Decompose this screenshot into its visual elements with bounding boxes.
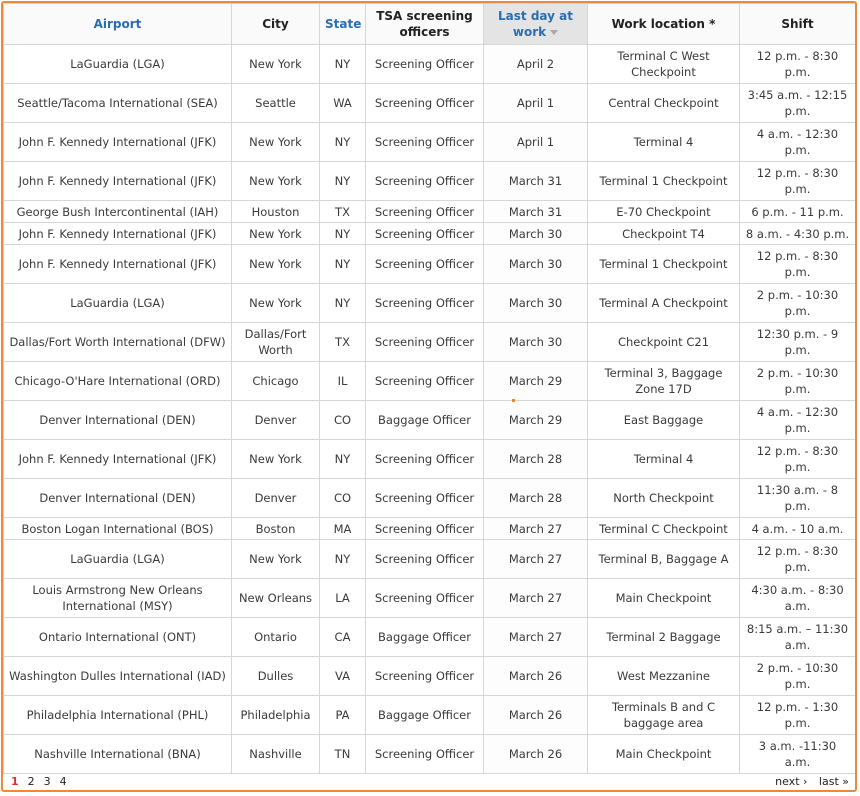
cell-airport: John F. Kennedy International (JFK) bbox=[4, 162, 232, 201]
cell-airport: Ontario International (ONT) bbox=[4, 618, 232, 657]
cell-airport: John F. Kennedy International (JFK) bbox=[4, 245, 232, 284]
cell-last-day: March 27 bbox=[484, 579, 588, 618]
cell-shift: 2 p.m. - 10:30 p.m. bbox=[740, 284, 856, 323]
cell-officers: Screening Officer bbox=[366, 223, 484, 245]
cell-work-location: Terminal A Checkpoint bbox=[588, 284, 740, 323]
cell-last-day: March 30 bbox=[484, 284, 588, 323]
page-link-4[interactable]: 4 bbox=[59, 775, 67, 788]
table-row bbox=[4, 657, 856, 696]
table-body bbox=[4, 45, 856, 774]
cell-shift: 3:45 a.m. - 12:15 p.m. bbox=[740, 84, 856, 123]
sort-desc-icon bbox=[550, 30, 558, 35]
cell-airport: LaGuardia (LGA) bbox=[4, 45, 232, 84]
cell-officers: Screening Officer bbox=[366, 84, 484, 123]
cell-city: Chicago bbox=[232, 362, 320, 401]
table-row bbox=[4, 223, 856, 245]
cell-shift: 12 p.m. - 8:30 p.m. bbox=[740, 440, 856, 479]
table-row bbox=[4, 162, 856, 201]
page-link-1[interactable]: 1 bbox=[11, 775, 19, 788]
cell-state: NY bbox=[320, 45, 366, 84]
cell-state: NY bbox=[320, 284, 366, 323]
page-link-2[interactable]: 2 bbox=[27, 775, 35, 788]
cell-city: Boston bbox=[232, 518, 320, 540]
cell-city: New Orleans bbox=[232, 579, 320, 618]
cell-state: MA bbox=[320, 518, 366, 540]
column-header-label: City bbox=[262, 17, 289, 31]
cell-airport: LaGuardia (LGA) bbox=[4, 540, 232, 579]
pagination bbox=[3, 772, 855, 790]
cell-shift: 6 p.m. - 11 p.m. bbox=[740, 201, 856, 223]
cell-shift: 8:15 a.m. – 11:30 a.m. bbox=[740, 618, 856, 657]
cell-state: NY bbox=[320, 245, 366, 284]
cell-last-day: March 31 bbox=[484, 162, 588, 201]
cell-officers: Baggage Officer bbox=[366, 401, 484, 440]
cell-officers: Screening Officer bbox=[366, 540, 484, 579]
table-row bbox=[4, 84, 856, 123]
cell-city: New York bbox=[232, 45, 320, 84]
cell-work-location: Terminal 1 Checkpoint bbox=[588, 162, 740, 201]
cell-work-location: Checkpoint T4 bbox=[588, 223, 740, 245]
cell-last-day: March 28 bbox=[484, 440, 588, 479]
cell-shift: 12 p.m. - 8:30 p.m. bbox=[740, 162, 856, 201]
cell-shift: 12 p.m. - 8:30 p.m. bbox=[740, 45, 856, 84]
cell-shift: 2 p.m. - 10:30 p.m. bbox=[740, 657, 856, 696]
cell-last-day: March 26 bbox=[484, 657, 588, 696]
cell-city: Houston bbox=[232, 201, 320, 223]
cell-city: Denver bbox=[232, 479, 320, 518]
cell-officers: Screening Officer bbox=[366, 479, 484, 518]
table-row bbox=[4, 45, 856, 84]
column-header-label: Airport bbox=[93, 17, 142, 31]
cell-city: New York bbox=[232, 162, 320, 201]
cell-airport: Seattle/Tacoma International (SEA) bbox=[4, 84, 232, 123]
cell-city: New York bbox=[232, 540, 320, 579]
page-links bbox=[11, 775, 76, 788]
cell-work-location: Terminals B and C baggage area bbox=[588, 696, 740, 735]
cell-airport: John F. Kennedy International (JFK) bbox=[4, 223, 232, 245]
cell-city: Denver bbox=[232, 401, 320, 440]
cell-airport: Nashville International (BNA) bbox=[4, 735, 232, 774]
cell-officers: Screening Officer bbox=[366, 657, 484, 696]
cell-officers: Screening Officer bbox=[366, 440, 484, 479]
cell-shift: 8 a.m. - 4:30 p.m. bbox=[740, 223, 856, 245]
cell-city: New York bbox=[232, 440, 320, 479]
cell-officers: Screening Officer bbox=[366, 162, 484, 201]
cell-work-location: Terminal 2 Baggage bbox=[588, 618, 740, 657]
cell-last-day: March 26 bbox=[484, 735, 588, 774]
cell-state: NY bbox=[320, 440, 366, 479]
table-row bbox=[4, 362, 856, 401]
cell-state: TN bbox=[320, 735, 366, 774]
table-row bbox=[4, 401, 856, 440]
cell-shift: 3 a.m. -11:30 a.m. bbox=[740, 735, 856, 774]
cell-work-location: Main Checkpoint bbox=[588, 735, 740, 774]
pagination-nav bbox=[767, 775, 849, 788]
cell-work-location: West Mezzanine bbox=[588, 657, 740, 696]
cell-officers: Screening Officer bbox=[366, 284, 484, 323]
cell-work-location: East Baggage bbox=[588, 401, 740, 440]
cell-city: Seattle bbox=[232, 84, 320, 123]
cell-officers: Screening Officer bbox=[366, 518, 484, 540]
cell-shift: 4 a.m. - 12:30 p.m. bbox=[740, 123, 856, 162]
cell-shift: 4 a.m. - 10 a.m. bbox=[740, 518, 856, 540]
cell-work-location: Terminal B, Baggage A bbox=[588, 540, 740, 579]
cell-officers: Baggage Officer bbox=[366, 618, 484, 657]
cell-work-location: Central Checkpoint bbox=[588, 84, 740, 123]
cell-shift: 12 p.m. - 1:30 p.m. bbox=[740, 696, 856, 735]
cell-last-day: March 30 bbox=[484, 223, 588, 245]
table-row bbox=[4, 618, 856, 657]
cell-work-location: Checkpoint C21 bbox=[588, 323, 740, 362]
cell-city: Dulles bbox=[232, 657, 320, 696]
cell-last-day: March 29 bbox=[484, 362, 588, 401]
cell-airport: Washington Dulles International (IAD) bbox=[4, 657, 232, 696]
column-header-city bbox=[232, 4, 320, 45]
table-row bbox=[4, 518, 856, 540]
table-row bbox=[4, 696, 856, 735]
cell-last-day: April 1 bbox=[484, 84, 588, 123]
table-container bbox=[1, 1, 857, 792]
cell-airport: Dallas/Fort Worth International (DFW) bbox=[4, 323, 232, 362]
cell-state: CO bbox=[320, 401, 366, 440]
cell-city: New York bbox=[232, 123, 320, 162]
table-row bbox=[4, 735, 856, 774]
cell-airport: Louis Armstrong New Orleans International (MSY) bbox=[4, 579, 232, 618]
column-header-label: State bbox=[325, 17, 362, 31]
page-link-3[interactable]: 3 bbox=[43, 775, 51, 788]
cell-airport: George Bush Intercontinental (IAH) bbox=[4, 201, 232, 223]
column-header-label: Shift bbox=[781, 17, 814, 31]
cell-last-day: March 30 bbox=[484, 323, 588, 362]
last-page-link[interactable]: last » bbox=[818, 775, 849, 788]
cell-airport: Chicago-O'Hare International (ORD) bbox=[4, 362, 232, 401]
cell-airport: LaGuardia (LGA) bbox=[4, 284, 232, 323]
cell-airport: Philadelphia International (PHL) bbox=[4, 696, 232, 735]
cell-last-day: March 28 bbox=[484, 479, 588, 518]
cell-last-day: March 29 bbox=[484, 401, 588, 440]
cell-state: WA bbox=[320, 84, 366, 123]
cell-state: TX bbox=[320, 201, 366, 223]
cell-last-day: April 1 bbox=[484, 123, 588, 162]
cell-state: PA bbox=[320, 696, 366, 735]
cell-city: New York bbox=[232, 284, 320, 323]
cell-airport: Denver International (DEN) bbox=[4, 479, 232, 518]
column-header-shift bbox=[740, 4, 856, 45]
cell-officers: Screening Officer bbox=[366, 323, 484, 362]
cell-city: Philadelphia bbox=[232, 696, 320, 735]
cell-airport: John F. Kennedy International (JFK) bbox=[4, 440, 232, 479]
cell-work-location: Terminal 4 bbox=[588, 440, 740, 479]
cell-state: CA bbox=[320, 618, 366, 657]
table-row bbox=[4, 123, 856, 162]
cell-city: New York bbox=[232, 223, 320, 245]
orange-dot-marker bbox=[512, 399, 515, 402]
cell-officers: Screening Officer bbox=[366, 579, 484, 618]
cell-work-location: Terminal C Checkpoint bbox=[588, 518, 740, 540]
cell-officers: Screening Officer bbox=[366, 123, 484, 162]
cell-officers: Screening Officer bbox=[366, 362, 484, 401]
cell-last-day: March 26 bbox=[484, 696, 588, 735]
table-row bbox=[4, 323, 856, 362]
cell-state: NY bbox=[320, 123, 366, 162]
table-row bbox=[4, 579, 856, 618]
cell-city: Ontario bbox=[232, 618, 320, 657]
table-row bbox=[4, 479, 856, 518]
column-header-officers bbox=[366, 4, 484, 45]
cell-airport: John F. Kennedy International (JFK) bbox=[4, 123, 232, 162]
cell-state: VA bbox=[320, 657, 366, 696]
cell-work-location: Main Checkpoint bbox=[588, 579, 740, 618]
column-header-work-location bbox=[588, 4, 740, 45]
cell-state: IL bbox=[320, 362, 366, 401]
cell-state: LA bbox=[320, 579, 366, 618]
column-header-label: Last day at work bbox=[498, 9, 573, 39]
cell-shift: 12 p.m. - 8:30 p.m. bbox=[740, 540, 856, 579]
cell-officers: Screening Officer bbox=[366, 245, 484, 284]
cell-state: NY bbox=[320, 162, 366, 201]
cell-last-day: March 27 bbox=[484, 540, 588, 579]
cell-work-location: Terminal 1 Checkpoint bbox=[588, 245, 740, 284]
table-row bbox=[4, 440, 856, 479]
cell-shift: 11:30 a.m. - 8 p.m. bbox=[740, 479, 856, 518]
cell-work-location: Terminal C West Checkpoint bbox=[588, 45, 740, 84]
cell-last-day: March 27 bbox=[484, 618, 588, 657]
cell-officers: Baggage Officer bbox=[366, 696, 484, 735]
cell-work-location: North Checkpoint bbox=[588, 479, 740, 518]
column-header-label: TSA screening officers bbox=[376, 9, 473, 39]
cell-shift: 12:30 p.m. - 9 p.m. bbox=[740, 323, 856, 362]
next-page-link[interactable]: next › bbox=[775, 775, 808, 788]
cell-officers: Screening Officer bbox=[366, 735, 484, 774]
cell-shift: 12 p.m. - 8:30 p.m. bbox=[740, 245, 856, 284]
column-header-last-day[interactable] bbox=[484, 4, 588, 45]
cell-officers: Screening Officer bbox=[366, 45, 484, 84]
cell-state: NY bbox=[320, 540, 366, 579]
cell-shift: 4 a.m. - 12:30 p.m. bbox=[740, 401, 856, 440]
column-header-airport[interactable] bbox=[4, 4, 232, 45]
cell-airport: Denver International (DEN) bbox=[4, 401, 232, 440]
cell-last-day: March 30 bbox=[484, 245, 588, 284]
column-header-label: Work location * bbox=[611, 17, 716, 31]
cell-last-day: March 27 bbox=[484, 518, 588, 540]
sick-leave-table bbox=[3, 3, 856, 774]
cell-officers: Screening Officer bbox=[366, 201, 484, 223]
cell-work-location: Terminal 3, Baggage Zone 17D bbox=[588, 362, 740, 401]
cell-shift: 2 p.m. - 10:30 p.m. bbox=[740, 362, 856, 401]
cell-state: NY bbox=[320, 223, 366, 245]
cell-work-location: E-70 Checkpoint bbox=[588, 201, 740, 223]
cell-last-day: March 31 bbox=[484, 201, 588, 223]
cell-work-location: Terminal 4 bbox=[588, 123, 740, 162]
table-row bbox=[4, 245, 856, 284]
cell-shift: 4:30 a.m. - 8:30 a.m. bbox=[740, 579, 856, 618]
cell-state: TX bbox=[320, 323, 366, 362]
cell-airport: Boston Logan International (BOS) bbox=[4, 518, 232, 540]
cell-city: Nashville bbox=[232, 735, 320, 774]
cell-city: Dallas/Fort Worth bbox=[232, 323, 320, 362]
column-header-state[interactable] bbox=[320, 4, 366, 45]
cell-state: CO bbox=[320, 479, 366, 518]
cell-city: New York bbox=[232, 245, 320, 284]
cell-last-day: April 2 bbox=[484, 45, 588, 84]
table-row bbox=[4, 201, 856, 223]
header-row bbox=[4, 4, 856, 45]
table-row bbox=[4, 284, 856, 323]
table-row bbox=[4, 540, 856, 579]
